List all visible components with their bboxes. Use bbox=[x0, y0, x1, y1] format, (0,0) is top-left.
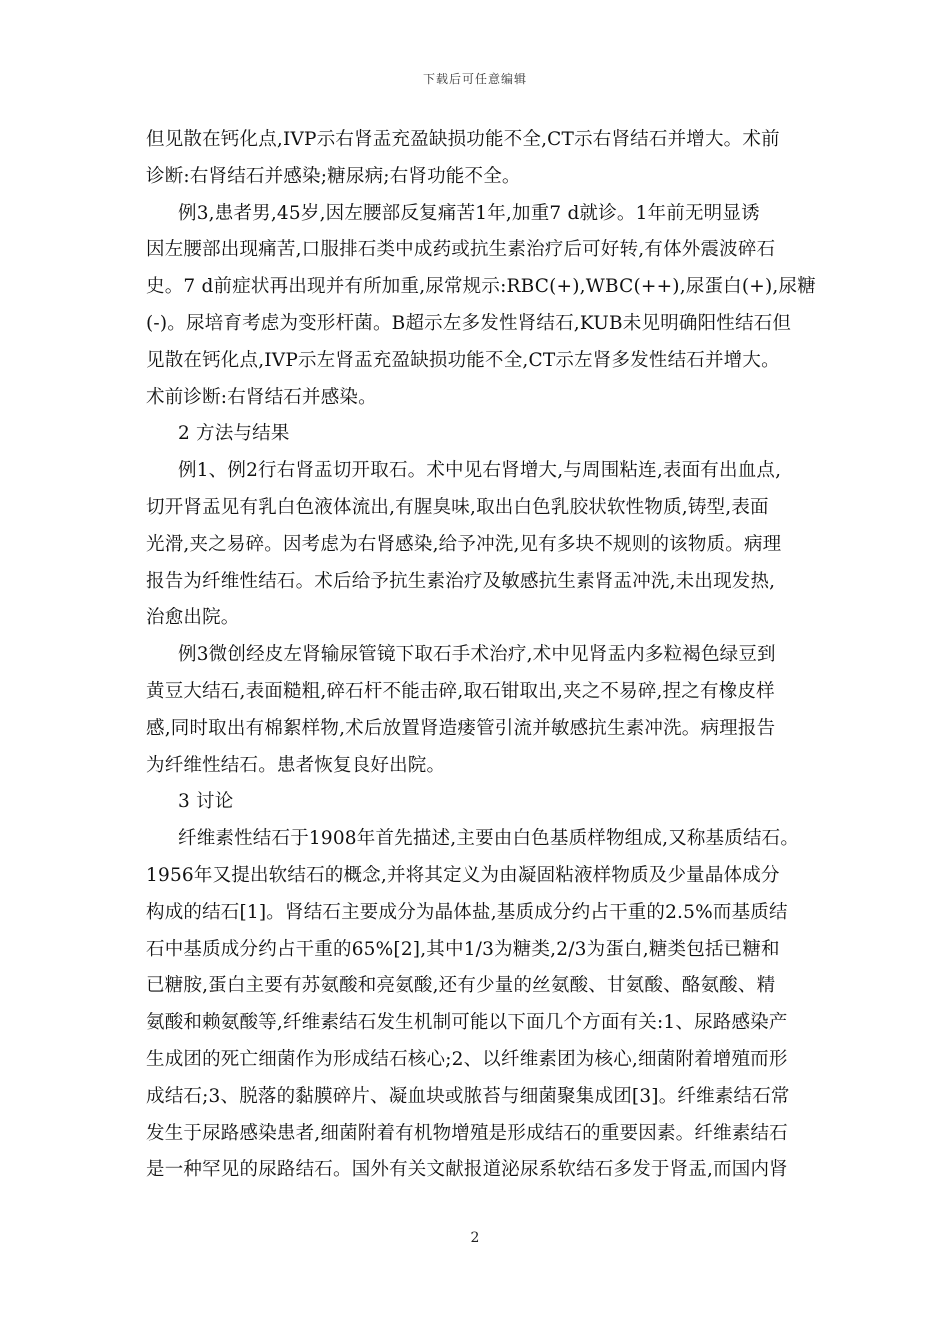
document-body bbox=[146, 122, 822, 1189]
body-line: 是一种罕见的尿路结石。国外有关文献报道泌尿系软结石多发于肾盂,而国内肾 bbox=[146, 1159, 788, 1181]
body-line: 生成团的死亡细菌作为形成结石核心;2、以纤维素团为核心,细菌附着增殖而形 bbox=[146, 1048, 788, 1070]
section-heading: 2 方法与结果 bbox=[178, 423, 290, 445]
body-line: 1956年又提出软结石的概念,并将其定义为由凝固粘液样物质及少量晶体成分 bbox=[146, 864, 780, 886]
body-line: 例3微创经皮左肾输尿管镜下取石手术治疗,术中见肾盂内多粒褐色绿豆到 bbox=[178, 644, 776, 666]
body-line: 石中基质成分约占干重的65%[2],其中1/3为糖类,2/3为蛋白,糖类包括已糖和 bbox=[146, 938, 780, 960]
body-line: 纤维素性结石于1908年首先描述,主要由白色基质样物组成,又称基质结石。 bbox=[178, 828, 800, 850]
body-line: 成结石;3、脱落的黏膜碎片、凝血块或脓苔与细菌聚集成团[3]。纤维素结石常 bbox=[146, 1085, 790, 1107]
body-line: 因左腰部出现痛苦,口服排石类中成药或抗生素治疗后可好转,有体外震波碎石 bbox=[146, 239, 776, 261]
body-line: 黄豆大结石,表面糙粗,碎石杆不能击碎,取石钳取出,夹之不易碎,捏之有橡皮样 bbox=[146, 680, 775, 702]
body-line: 例1、例2行右肾盂切开取石。术中见右肾增大,与周围粘连,表面有出血点, bbox=[178, 460, 782, 482]
body-line: (-)。尿培育考虑为变形杆菌。B超示左多发性肾结石,KUB未见明确阳性结石但 bbox=[146, 312, 792, 334]
body-line: 感,同时取出有棉絮样物,术后放置肾造瘘管引流并敏感抗生素冲洗。病理报告 bbox=[146, 717, 776, 739]
page-header: 下载后可任意编辑 bbox=[422, 72, 527, 86]
page-number: 2 bbox=[470, 1230, 480, 1246]
body-line: 已糖胺,蛋白主要有苏氨酸和亮氨酸,还有少量的丝氨酸、甘氨酸、酪氨酸、精 bbox=[146, 975, 776, 997]
section-heading: 3 讨论 bbox=[178, 791, 234, 813]
body-line: 史。7 d前症状再出现并有所加重,尿常规示:RBC(+),WBC(++),尿蛋白(+),尿糖 bbox=[146, 276, 816, 298]
body-line: 治愈出院。 bbox=[146, 607, 240, 629]
body-line: 例3,患者男,45岁,因左腰部反复痛苦1年,加重7 d就诊。1年前无明显诱 bbox=[178, 202, 760, 224]
body-line: 构成的结石[1]。肾结石主要成分为晶体盐,基质成分约占干重的2.5%而基质结 bbox=[146, 901, 788, 923]
body-line: 报告为纤维性结石。术后给予抗生素治疗及敏感抗生素肾盂冲洗,未出现发热, bbox=[146, 570, 776, 592]
body-line: 切开肾盂见有乳白色液体流出,有腥臭味,取出白色乳胶状软性物质,铸型,表面 bbox=[146, 496, 769, 518]
body-line: 见散在钙化点,IVP示左肾盂充盈缺损功能不全,CT示左肾多发性结石并增大。 bbox=[146, 349, 780, 371]
body-line: 发生于尿路感染患者,细菌附着有机物增殖是形成结石的重要因素。纤维素结石 bbox=[146, 1122, 788, 1144]
body-line: 氨酸和赖氨酸等,纤维素结石发生机制可能以下面几个方面有关:1、尿路感染产 bbox=[146, 1012, 788, 1034]
body-line: 光滑,夹之易碎。因考虑为右肾感染,给予冲洗,见有多块不规则的该物质。病理 bbox=[146, 533, 782, 555]
body-line: 诊断:右肾结石并感染;糖尿病;右肾功能不全。 bbox=[146, 165, 521, 187]
body-line: 术前诊断:右肾结石并感染。 bbox=[146, 386, 377, 408]
body-line: 为纤维性结石。患者恢复良好出院。 bbox=[146, 754, 446, 776]
body-line: 但见散在钙化点,IVP示右肾盂充盈缺损功能不全,CT示右肾结石并增大。术前 bbox=[146, 129, 780, 150]
